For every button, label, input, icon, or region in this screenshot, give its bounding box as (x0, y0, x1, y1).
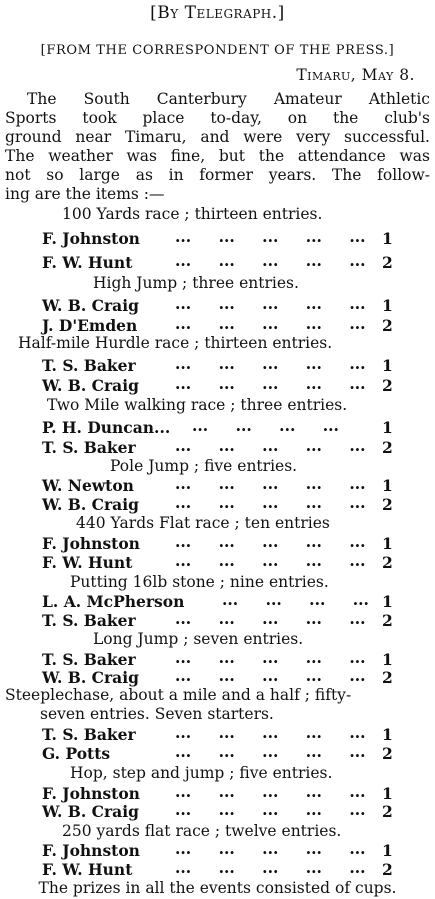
event-title: Steeplechase, about a mile and a half ; fifty- (5, 686, 352, 704)
athlete-name: W. B. Craig (42, 296, 139, 315)
place-number: 1 (382, 534, 393, 553)
place-number: 1 (382, 784, 393, 803)
athlete-name: F. Johnston (42, 229, 140, 248)
leader-dots: ... ... ... ... ... (175, 782, 366, 801)
athlete-name: T. S. Baker (42, 356, 136, 375)
intro-line: ing are the items :— (5, 185, 165, 203)
leader-dots: ... ... ... ... ... (175, 532, 366, 551)
athlete-name: T. S. Baker (42, 650, 136, 669)
article-heading: [By Telegraph.] (150, 3, 285, 23)
place-number: 1 (382, 356, 393, 375)
athlete-name: T. S. Baker (42, 438, 136, 457)
intro-line: ground near Timaru, and were very successful. (5, 128, 430, 146)
leader-dots: ... ... ... ... ... (175, 493, 366, 512)
leader-dots: ... ... ... ... ... (175, 251, 366, 270)
athlete-name: F. W. Hunt (42, 553, 133, 572)
event-title: Hop, step and jump ; five entries. (70, 764, 333, 782)
dateline: Timaru, May 8. (296, 66, 415, 84)
leader-dots: ... ... ... ... (192, 416, 339, 435)
intro-line: Sports took place to-day, on the club's (5, 109, 430, 127)
place-number: 1 (382, 592, 393, 611)
intro-line: not so large as in former years. The follow- (5, 166, 430, 184)
athlete-name: F. W. Hunt (42, 860, 133, 879)
place-number: 2 (382, 376, 393, 395)
place-number: 2 (382, 668, 393, 687)
athlete-name: L. A. McPherson (42, 592, 185, 611)
athlete-name: F. Johnston (42, 841, 140, 860)
athlete-name: F. Johnston (42, 534, 140, 553)
place-number: 2 (382, 802, 393, 821)
place-number: 1 (382, 229, 393, 248)
leader-dots: ... ... ... ... ... (175, 551, 366, 570)
leader-dots: ... ... ... ... ... (175, 723, 366, 742)
event-title: 440 Yards Flat race ; ten entries (76, 514, 330, 532)
event-title: Two Mile walking race ; three entries. (47, 396, 348, 414)
leader-dots: ... ... ... ... ... (175, 858, 366, 877)
place-number: 2 (382, 316, 393, 335)
place-number: 2 (382, 495, 393, 514)
place-number: 1 (382, 296, 393, 315)
athlete-name: P. H. Duncan... (42, 418, 171, 437)
place-number: 1 (382, 476, 393, 495)
leader-dots: ... ... ... ... ... (175, 436, 366, 455)
athlete-name: T. S. Baker (42, 611, 136, 630)
leader-dots: ... ... ... ... ... (175, 374, 366, 393)
place-number: 2 (382, 744, 393, 763)
leader-dots: ... ... ... ... (222, 590, 369, 609)
leader-dots: ... ... ... ... ... (175, 354, 366, 373)
athlete-name: W. B. Craig (42, 802, 139, 821)
athlete-name: T. S. Baker (42, 725, 136, 744)
event-title: Half-mile Hurdle race ; thirteen entries. (18, 334, 333, 352)
leader-dots: ... ... ... ... ... (175, 474, 366, 493)
place-number: 1 (382, 650, 393, 669)
closing-line: The prizes in all the events consisted of cups. (38, 879, 397, 897)
athlete-name: F. Johnston (42, 784, 140, 803)
event-title: 250 yards flat race ; twelve entries. (62, 822, 342, 840)
athlete-name: W. B. Craig (42, 668, 139, 687)
leader-dots: ... ... ... ... ... (175, 294, 366, 313)
event-title: 100 Yards race ; thirteen entries. (62, 205, 323, 223)
leader-dots: ... ... ... ... ... (175, 666, 366, 685)
athlete-name: W. B. Craig (42, 495, 139, 514)
athlete-name: W. B. Craig (42, 376, 139, 395)
leader-dots: ... ... ... ... ... (175, 839, 366, 858)
place-number: 1 (382, 725, 393, 744)
leader-dots: ... ... ... ... ... (175, 227, 366, 246)
intro-line: The South Canterbury Amateur Athletic (27, 90, 430, 108)
leader-dots: ... ... ... ... ... (175, 800, 366, 819)
athlete-name: W. Newton (42, 476, 134, 495)
athlete-name: G. Potts (42, 744, 111, 763)
place-number: 2 (382, 553, 393, 572)
place-number: 2 (382, 253, 393, 272)
intro-line: The weather was fine, but the attendance was (5, 147, 430, 165)
leader-dots: ... ... ... ... ... (175, 609, 366, 628)
place-number: 1 (382, 418, 393, 437)
place-number: 1 (382, 841, 393, 860)
event-title: High Jump ; three entries. (93, 274, 299, 292)
place-number: 2 (382, 860, 393, 879)
leader-dots: ... ... ... ... ... (175, 314, 366, 333)
place-number: 2 (382, 611, 393, 630)
place-number: 2 (382, 438, 393, 457)
leader-dots: ... ... ... ... ... (175, 742, 366, 761)
event-title: Pole Jump ; five entries. (110, 457, 298, 475)
athlete-name: F. W. Hunt (42, 253, 133, 272)
correspondent-line: [FROM THE CORRESPONDENT OF THE PRESS.] (40, 43, 395, 58)
athlete-name: J. D'Emden (42, 316, 138, 335)
event-title: Putting 16lb stone ; nine entries. (70, 573, 329, 591)
event-title: Long Jump ; seven entries. (93, 630, 304, 648)
leader-dots: ... ... ... ... ... (175, 648, 366, 667)
event-title-continued: seven entries. Seven starters. (40, 705, 274, 723)
